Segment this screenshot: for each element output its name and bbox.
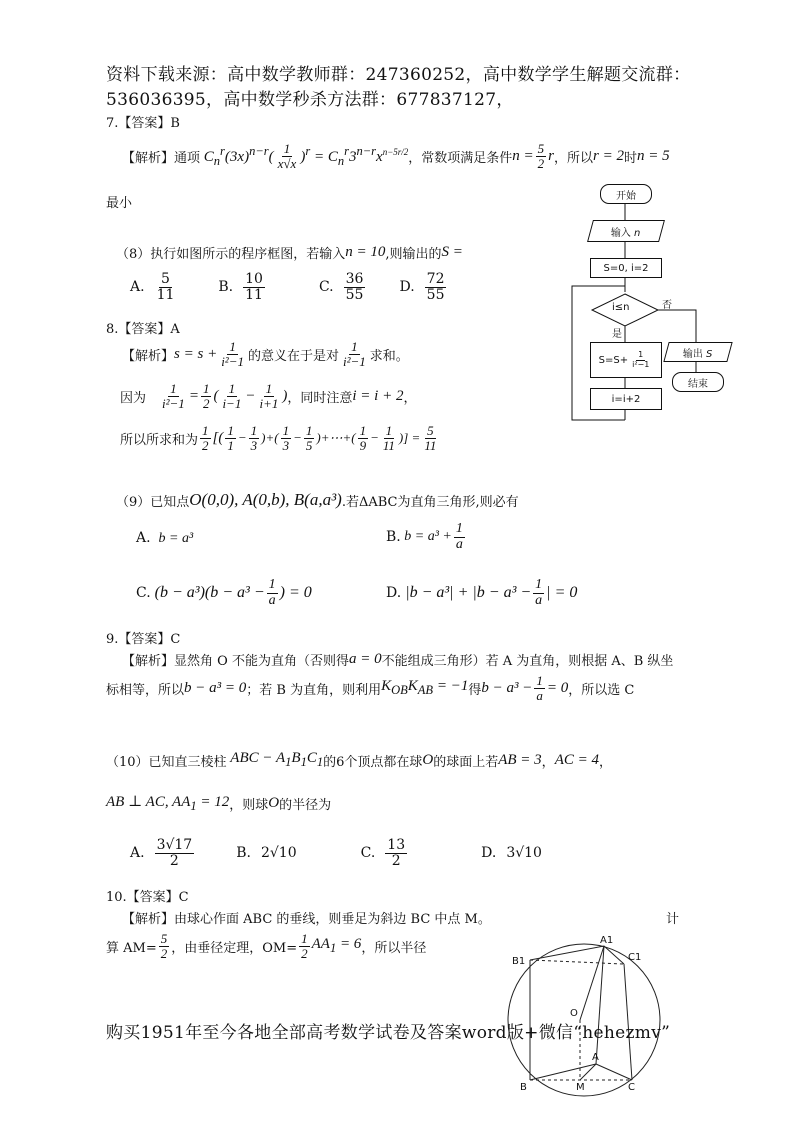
q9-eq-2-tail: = 0 <box>546 679 569 696</box>
q7-text-3: ，所以 <box>554 150 594 166</box>
q10-option-a-label: A. <box>130 845 145 862</box>
q10-ab: AB = 3 <box>498 751 542 768</box>
q9-analysis-2 <box>106 674 634 702</box>
flowchart-start: 开始 <box>600 184 652 204</box>
q10-a3: ，由垂径定理，OM= <box>171 940 298 956</box>
q8-analysis-label: 【解析】 <box>122 348 175 364</box>
q8-frac-2: $\frac{1}{\text{i²−1}}$ <box>343 339 366 369</box>
label-a: A <box>592 1052 599 1063</box>
q9-option-c <box>136 578 312 608</box>
q7-n-eq-5: n = 5 <box>637 147 670 164</box>
flowchart-update-s-frac: $\frac{1}{\text{i²−1}}$ <box>632 350 650 369</box>
q10-a4: ，所以半径 <box>361 940 427 956</box>
label-m: M <box>576 1082 585 1093</box>
flowchart-update-s-label: S=S+ <box>598 354 629 366</box>
label-a1: A1 <box>600 935 614 946</box>
q8-sum-f2: $\frac{1}{3}$ <box>250 423 258 453</box>
q7-r-eq-2: r = 2 <box>593 147 624 164</box>
q8-option-c-value: $\frac{36}{55}$ <box>345 271 364 303</box>
q9-a4: ；若 B 为直角，则利用 <box>246 682 382 698</box>
q8-comma: ， <box>403 390 417 406</box>
q9-eq-2: b − a³ − <box>481 679 533 696</box>
program-flowchart <box>566 182 746 430</box>
q9-a3: 标相等，所以 <box>106 682 185 698</box>
source-line-1: 资料下载来源：高中数学教师群：247360252，高中数学学生解题交流群： <box>106 65 691 85</box>
q9-eq-2-frac: $\frac{1}{a}$ <box>536 673 543 703</box>
q10-stem-2 <box>106 792 331 814</box>
q10-option-a-value: $\frac{3√17}{2}$ <box>156 837 193 869</box>
q7-formula-rhs: )$^r = C_n^r3^{n-r}x^{n-5r/2}$ <box>300 143 409 168</box>
q9-a-eq-0: a = 0 <box>348 651 382 667</box>
q8-stem-tail: ,则输出的 <box>385 247 442 262</box>
source-line-2: 536036395，高中数学秒杀方法群：677837127， <box>106 90 514 110</box>
footer-ad: 购买1951年至今各地全部高考数学试卷及答案word版+微信“hehezmv” <box>106 1023 671 1043</box>
q8-option-a-label: A. <box>130 279 145 296</box>
q9-option-c-frac: $\frac{1}{a}$ <box>268 577 276 608</box>
flowchart-update-s <box>590 342 662 378</box>
q8-frac-3: $\frac{1}{\text{i²−1}}$ <box>162 381 185 411</box>
q7-text-1: 通项 <box>174 150 201 166</box>
q8-stem-text: （8）执行如图所示的程序框图，若输入 <box>116 247 346 262</box>
q10-analysis-label: 【解析】 <box>122 912 175 927</box>
q8-sum-expr: [( <box>212 429 224 446</box>
q8-sum-result: $\frac{5}{11}$ <box>424 423 437 453</box>
q9-option-a-label: A. <box>136 530 151 546</box>
q7-frac: $\frac{1}{x√x}$ <box>277 141 297 171</box>
q8-frac-1: $\frac{1}{\text{i²−1}}$ <box>221 339 244 369</box>
q8-frac-4: $\frac{1}{i-1}$ <box>222 381 242 411</box>
q8-s-update: s = s + <box>174 345 218 362</box>
q8-paren-close: ) <box>282 387 288 404</box>
q9-a6: ，所以选 C <box>568 682 635 698</box>
label-c1: C1 <box>628 952 642 963</box>
q10-om-frac: $\frac{1}{2}$ <box>301 931 308 961</box>
q8-stem <box>116 243 463 262</box>
aa1-edge <box>596 946 604 1064</box>
q9-stem <box>116 490 519 510</box>
q9-a1: 显然角 O 不能为直角（否则得 <box>174 654 349 669</box>
flowchart-input <box>587 220 665 242</box>
q9-option-d-frac: $\frac{1}{a}$ <box>535 577 543 608</box>
q10-O-2: O <box>268 794 280 811</box>
q10-stem6: 的半径为 <box>279 797 332 813</box>
q8-option-c-label: C. <box>318 279 334 296</box>
q10-option-c-label: C. <box>360 845 376 862</box>
q8-because: 因为 <box>120 390 147 406</box>
q8-analysis-a1: 的意义在于是对 <box>247 348 339 364</box>
q10-stem1: （10）已知直三棱柱 <box>106 754 227 770</box>
q9-a5: 得 <box>468 682 482 698</box>
q10-comma: ， <box>598 754 612 770</box>
label-b1: B1 <box>512 956 526 967</box>
q10-stem5: ，则球 <box>229 797 269 813</box>
flowchart-init: S=0, i=2 <box>590 258 662 278</box>
q7-answer: 7.【答案】B <box>106 116 180 131</box>
flowchart-input-inner: 输入 n <box>611 227 641 239</box>
q10-stem3: 的球面上若 <box>433 754 499 770</box>
q9-option-b-expr: b = a³ + <box>400 529 452 545</box>
ac-edge <box>596 1064 632 1080</box>
q10-stem-1 <box>106 750 612 770</box>
q8-note: ，同时注意 <box>287 390 353 406</box>
flowchart-output-label: 输出 <box>683 348 704 360</box>
q9-option-b-frac: $\frac{1}{a}$ <box>455 521 463 552</box>
q8-frac-5: $\frac{1}{i+1}$ <box>259 381 279 411</box>
label-b: B <box>520 1082 527 1093</box>
q7-analysis <box>122 142 670 170</box>
q10-a1: 由球心作面 ABC 的垂线，则垂足为斜边 BC 中点 M。 <box>174 912 491 927</box>
q9-option-d <box>386 578 577 608</box>
q8-eq-sign: = <box>188 387 199 404</box>
q10-option-c-value: $\frac{13}{2}$ <box>387 837 406 869</box>
q10-a1-tail: 计 <box>666 912 680 927</box>
q8-analysis-2 <box>120 382 416 410</box>
q9-analysis-label: 【解析】 <box>122 654 175 669</box>
q8-S-eq: S = <box>441 244 463 260</box>
q9-analysis-1 <box>122 650 673 669</box>
q8-analysis-a2: 求和。 <box>369 348 409 364</box>
q8-option-b-label: B. <box>218 279 234 296</box>
q7-text-2: ，常数项满足条件 <box>408 150 513 166</box>
q10-a2: 算 AM= <box>106 940 157 956</box>
q7-text-4: 时 <box>624 150 638 166</box>
q9-option-b <box>386 522 467 552</box>
q8-sum-f4: $\frac{1}{5}$ <box>305 423 313 453</box>
flowchart-output <box>663 342 732 362</box>
q8-sum-f1: $\frac{1}{1}$ <box>227 423 234 453</box>
q7-r: r <box>548 147 555 164</box>
q9-option-c-tail: ) = 0 <box>279 584 312 602</box>
q10-O-1: O <box>422 751 434 768</box>
q8-options <box>130 272 448 302</box>
q10-perp: AB ⊥ AC, $AA_1 = 12$ <box>106 794 230 813</box>
q8-input-value: n = 10 <box>345 244 386 260</box>
flowchart-condition: i≤n <box>612 302 630 313</box>
flowchart-update-i: i=i+2 <box>590 388 662 410</box>
q7-analysis-label: 【解析】 <box>122 150 175 166</box>
q9-points: O(0,0), A(0,b), B(a,a³) <box>189 490 342 509</box>
q9-option-b-label: B. <box>386 529 401 546</box>
flowchart-end: 结束 <box>672 372 724 392</box>
q7-frac-5-2: $\frac{5}{2}$ <box>537 141 545 171</box>
flowchart-input-label: 输入 <box>611 227 632 239</box>
oa1-segment <box>580 946 604 1020</box>
flowchart-yes-label: 是 <box>612 329 622 340</box>
q7-condition: n = <box>512 147 534 164</box>
q9-stem-text: （9）已知点 <box>116 494 190 510</box>
q10-option-d-value: 3√10 <box>506 845 542 862</box>
q8-sum-f3: $\frac{1}{3}$ <box>282 423 290 453</box>
q9-option-c-label: C. <box>136 585 151 602</box>
q8-analysis-3: 所以所求和为 $\frac{1}{2}$ [( $\frac{1}{1}$ − $\frac{1}{3}$ )+( $\frac{1}{3}$ − $\frac{1}{5}$ )+⋯+( $\frac{1}{9}$ − $\frac{1}{11}$ )] = $\frac{5}{11}$ <box>120 423 437 453</box>
q10-am-frac: $\frac{5}{2}$ <box>160 931 168 961</box>
q9-answer: 9.【答案】C <box>106 632 181 647</box>
q10-option-b-label: B. <box>236 845 251 862</box>
q7-text-5: 最小 <box>106 196 133 211</box>
label-c: C <box>628 1082 635 1093</box>
q10-stem2: 的6个顶点都在球 <box>323 754 423 770</box>
q9-option-c-expr: (b − a³)(b − a³ − <box>150 584 265 602</box>
q9-option-a-expr: b = a³ <box>155 531 194 546</box>
q10-prism: ABC − $A_1B_1C_1$ <box>226 750 324 769</box>
q9-option-d-tail: | = 0 <box>546 584 578 602</box>
q10-analysis-2 <box>106 932 426 960</box>
q10-option-b-value: 2√10 <box>260 845 297 862</box>
q10-analysis-1 <box>122 908 491 927</box>
q8-frac-half: $\frac{1}{2}$ <box>202 381 210 411</box>
q8-paren-open: ( <box>213 387 219 404</box>
label-o: O <box>570 1008 578 1019</box>
q8-sum-label: 所以所求和为 <box>120 432 199 448</box>
q8-analysis-1 <box>122 340 409 368</box>
q10-answer: 10.【答案】C <box>106 890 189 905</box>
flowchart-output-inner: 输出 S <box>683 348 713 360</box>
q9-slope-product: $K_{OB}K_{AB} = -1$ <box>381 678 469 698</box>
q8-minus: − <box>245 387 256 404</box>
q8-answer: 8.【答案】A <box>106 322 180 337</box>
q10-option-d-label: D. <box>481 845 497 862</box>
q7-formula-general-term: $C_n^r(3x)^{n-r}$( <box>200 143 274 168</box>
q9-option-d-label: D. <box>386 585 402 602</box>
q9-stem-tail: .若ΔABC为直角三角形,则必有 <box>341 494 519 510</box>
q9-a2: 不能组成三角形）若 A 为直角，则根据 A、B 纵坐 <box>381 654 674 669</box>
q8-sum-f6: $\frac{1}{11}$ <box>382 423 395 453</box>
q9-eq-1: b − a³ = 0 <box>184 679 247 696</box>
q10-stem4: ， <box>541 754 555 770</box>
q8-option-b-value: $\frac{10}{11}$ <box>245 271 263 303</box>
q8-option-d-label: D. <box>399 279 415 296</box>
flowchart-no-label: 否 <box>662 300 672 311</box>
q10-om-expr: $AA_1 = 6$ <box>311 936 362 956</box>
q10-options <box>130 838 542 868</box>
q9-option-d-expr: |b − a³| + |b − a³ − <box>401 584 532 602</box>
q8-option-d-value: $\frac{72}{55}$ <box>426 271 445 303</box>
ba-edge <box>530 1064 596 1080</box>
q9-option-a <box>136 530 193 547</box>
q8-option-a-value: $\frac{5}{11}$ <box>156 271 175 303</box>
q10-ac: AC = 4 <box>554 751 599 768</box>
b1c1-edge <box>530 960 624 964</box>
q8-i-step: i = i + 2 <box>352 387 404 404</box>
q8-sum-f5: $\frac{1}{9}$ <box>359 423 367 453</box>
q8-sum-half: $\frac{1}{2}$ <box>202 423 209 453</box>
